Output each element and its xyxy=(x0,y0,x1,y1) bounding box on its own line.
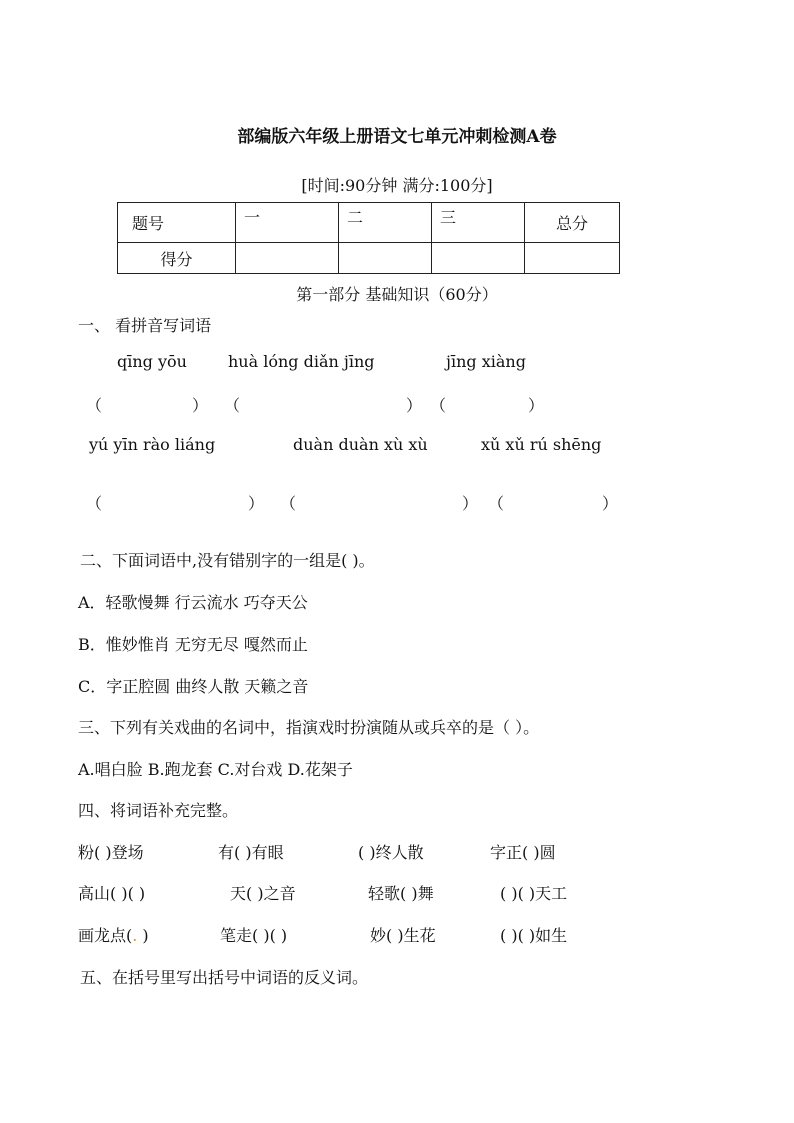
q1-title: 一、 看拼音写词语 xyxy=(78,316,212,335)
q1-paren: ） xyxy=(248,494,265,513)
q1-pinyin-5: duàn duàn xù xù xyxy=(293,435,428,454)
q2-option-c: C．字正腔圆 曲终人散 天籁之音 xyxy=(78,677,309,696)
q4-item: ( )终人散 xyxy=(358,843,424,862)
score-table-col-total: 总分 xyxy=(525,203,620,243)
q1-paren: ） xyxy=(528,396,545,415)
q1-pinyin-1: qīng yōu xyxy=(117,352,187,371)
q1-paren: ） xyxy=(192,396,209,415)
q2-option-b: B．惟妙惟肖 无穷无尽 嘎然而止 xyxy=(78,635,308,654)
q4-item: 妙( )生花 xyxy=(370,926,436,945)
q1-pinyin-2: huà lóng diǎn jīng xyxy=(228,352,375,371)
q4-item: ( )( )如生 xyxy=(500,926,568,945)
score-table-label-question-no: 题号 xyxy=(118,203,236,243)
score-cell-3[interactable] xyxy=(432,243,525,274)
q5-title: 五、在括号里写出括号中词语的反义词。 xyxy=(80,968,369,987)
q4-item: 天( )之音 xyxy=(230,884,296,903)
part-heading: 第一部分 基础知识（60分） xyxy=(296,285,498,304)
q2-title: 二、下面词语中,没有错别字的一组是( )。 xyxy=(80,551,375,570)
q4-item-text: ) xyxy=(137,926,149,945)
score-table-col-3: 三 xyxy=(432,203,525,243)
q1-paren: （ xyxy=(430,396,447,415)
q1-pinyin-3: jīng xiàng xyxy=(446,352,526,371)
q1-paren: （ xyxy=(488,494,505,513)
q4-item: 粉( )登场 xyxy=(78,843,144,862)
page-title: 部编版六年级上册语文七单元冲刺检测A卷 xyxy=(237,127,557,147)
q4-item: 笔走( )( ) xyxy=(220,926,288,945)
q1-pinyin-4: yú yīn rào liáng xyxy=(89,435,216,454)
stray-dot-mark: . xyxy=(132,926,138,945)
q3-title: 三、下列有关戏曲的名词中，指演戏时扮演随从或兵卒的是（ ）。 xyxy=(78,718,540,737)
score-table xyxy=(117,202,620,274)
q1-paren: ） xyxy=(602,494,619,513)
score-table-col-2: 二 xyxy=(339,203,432,243)
q1-paren: ） xyxy=(406,396,423,415)
score-table-score-row xyxy=(118,243,620,274)
q4-item: 轻歌( )舞 xyxy=(368,884,434,903)
q2-option-a: A．轻歌慢舞 行云流水 巧夺天公 xyxy=(78,593,308,612)
q4-item: 字正( )圆 xyxy=(490,843,556,862)
q1-paren: （ xyxy=(224,396,241,415)
q4-title: 四、将词语补充完整。 xyxy=(78,801,239,820)
score-cell-1[interactable] xyxy=(236,243,339,274)
q4-item-draw-dragon xyxy=(78,923,149,946)
score-table-col-1: 一 xyxy=(236,203,339,243)
q4-item-text: 画龙点( xyxy=(78,926,133,945)
q1-paren: （ xyxy=(86,396,103,415)
q1-pinyin-6: xǔ xǔ rú shēng xyxy=(481,435,602,454)
q1-paren: （ xyxy=(280,494,297,513)
score-table-header-row xyxy=(118,203,620,243)
q4-item: 高山( )( ) xyxy=(78,884,146,903)
q3-options: A.唱白脸 B.跑龙套 C.对台戏 D.花架子 xyxy=(78,760,353,779)
exam-info: [时间:90分钟 满分:100分] xyxy=(301,176,493,195)
q1-paren: ） xyxy=(462,494,479,513)
q1-paren: （ xyxy=(86,494,103,513)
q4-item: 有( )有眼 xyxy=(218,843,284,862)
score-cell-2[interactable] xyxy=(339,243,432,274)
score-cell-total[interactable] xyxy=(525,243,620,274)
q4-item: ( )( )天工 xyxy=(500,884,568,903)
score-table-label-score: 得分 xyxy=(118,243,236,274)
